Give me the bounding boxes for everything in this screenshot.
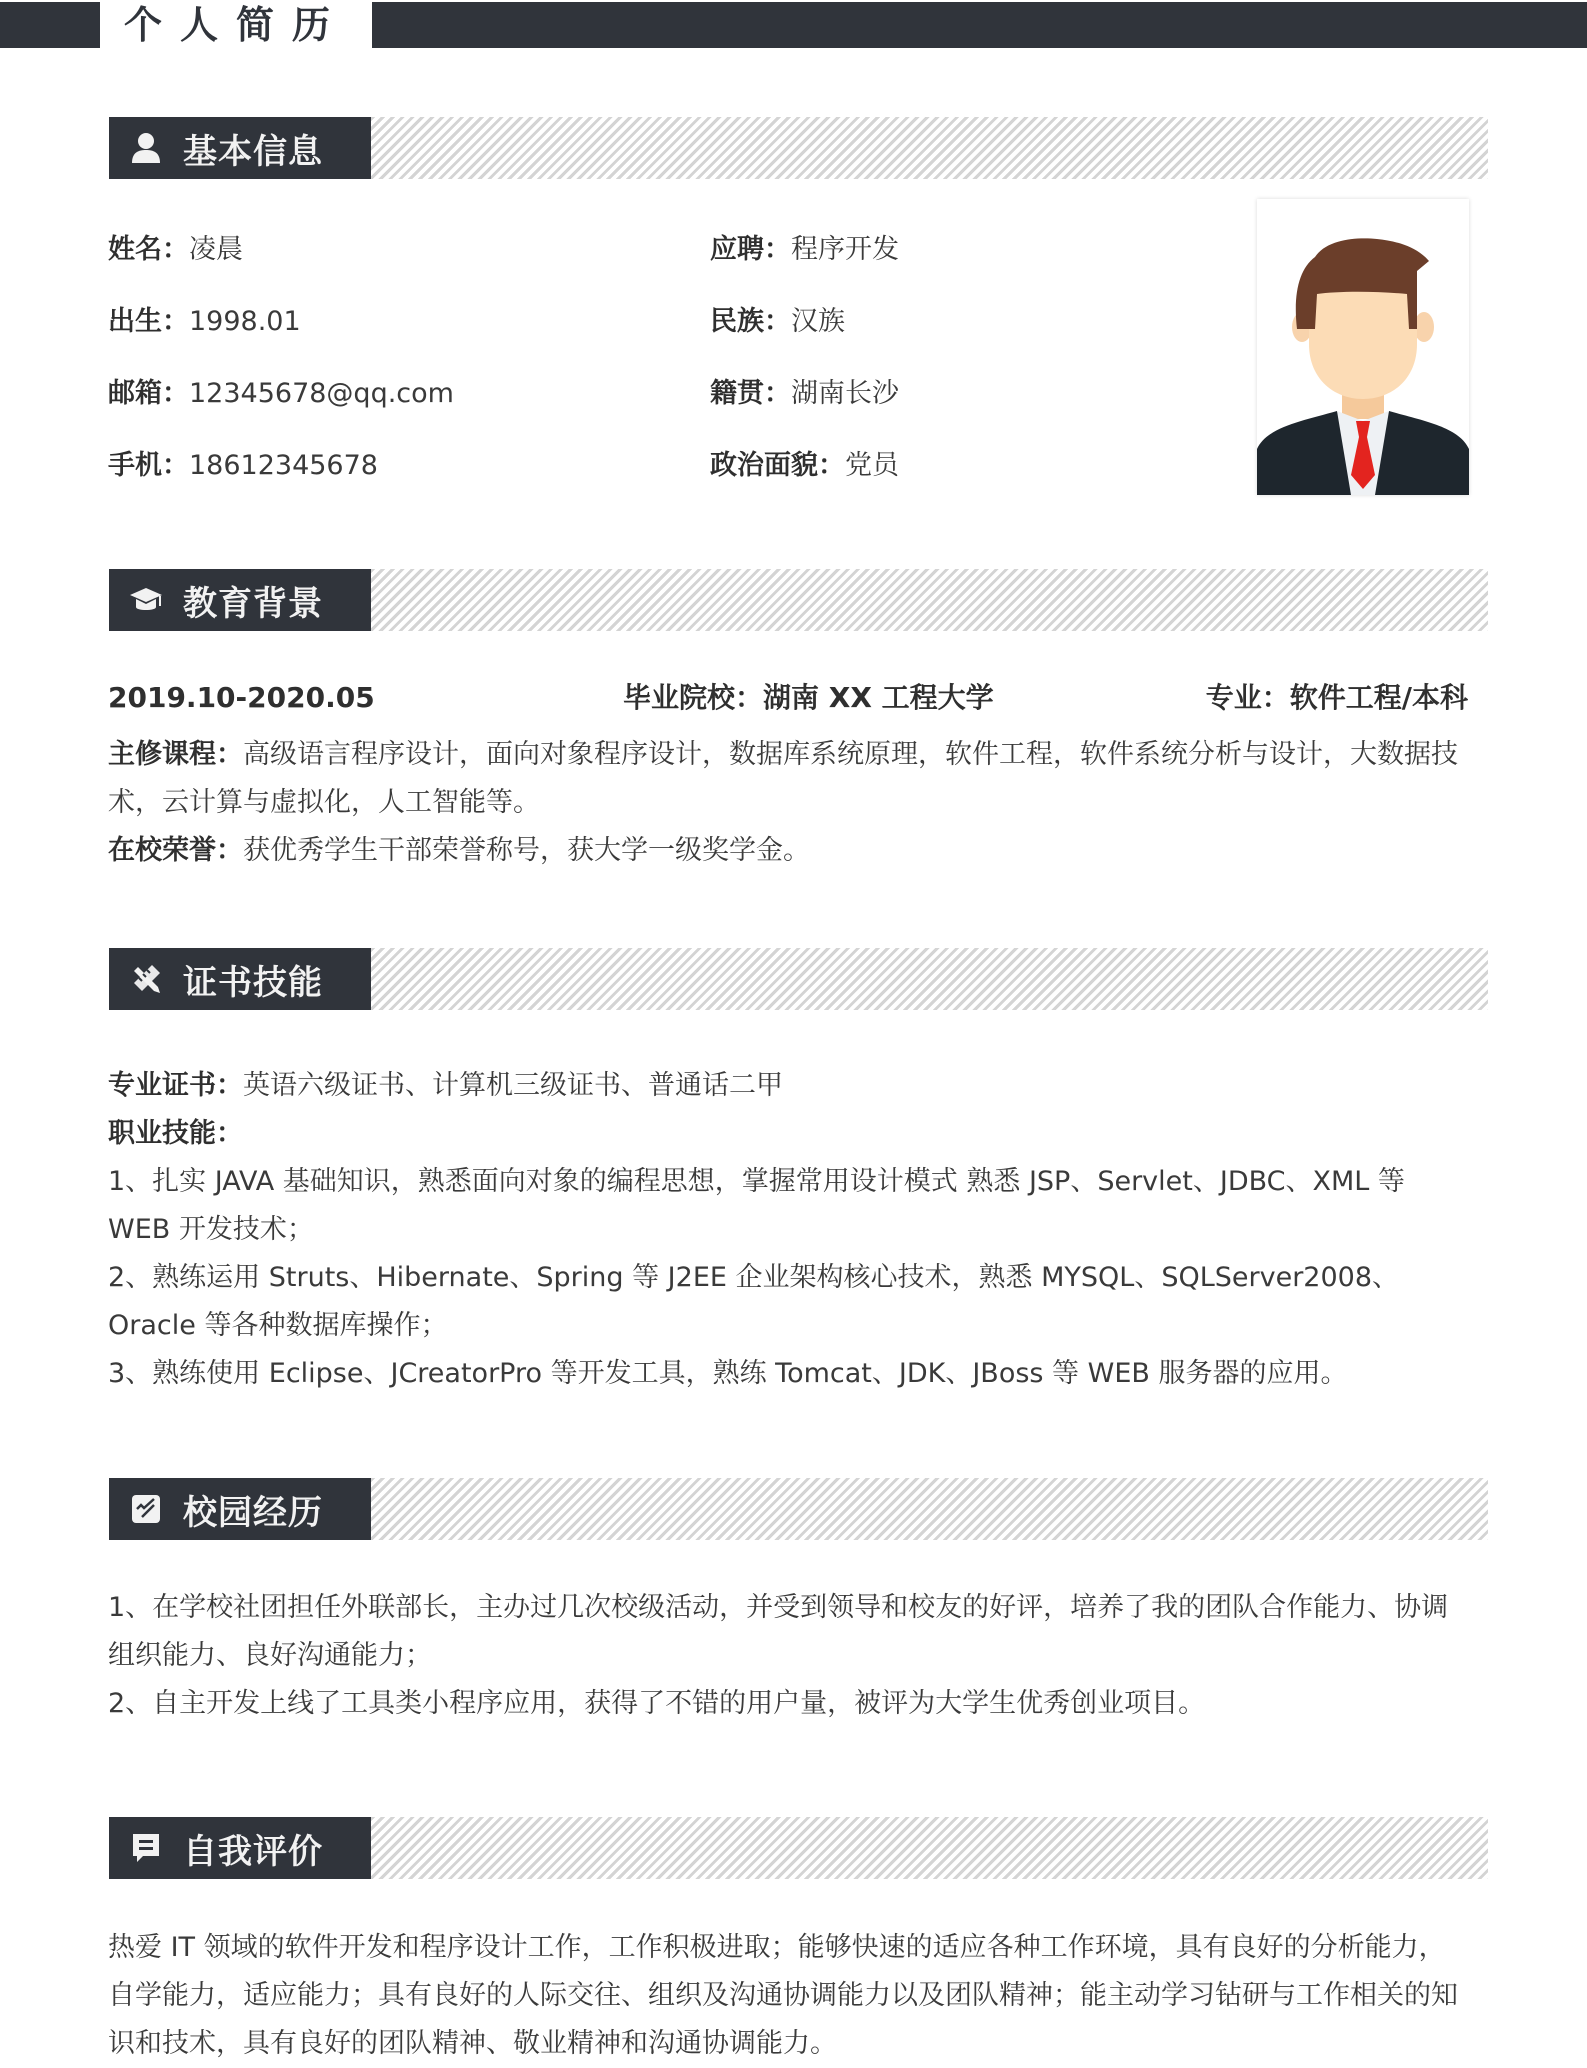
section-header-skills	[109, 948, 1488, 1010]
field-ethnicity: 民族：汉族	[710, 306, 845, 337]
section-title-block	[109, 948, 371, 1010]
field-hometown: 籍贯：湖南长沙	[710, 378, 899, 409]
header-bar-right	[372, 2, 1587, 48]
section-header-self	[109, 1817, 1488, 1879]
section-title-block	[109, 1478, 371, 1540]
graduation-cap-icon	[129, 583, 163, 617]
avatar-photo	[1257, 199, 1469, 495]
section-stripe	[371, 1817, 1488, 1879]
section-title: 证书技能	[183, 962, 323, 1003]
section-stripe	[371, 569, 1488, 631]
skill-item: 3、熟练使用 Eclipse、JCreatorPro 等开发工具，熟练 Tomcat、JDK、JBoss 等 WEB 服务器的应用。	[108, 1358, 1348, 1389]
section-title: 校园经历	[183, 1492, 323, 1533]
section-title-block	[109, 117, 371, 179]
education-summary-row	[108, 676, 1468, 720]
section-title: 基本信息	[183, 131, 323, 172]
education-school: 毕业院校：湖南 XX 工程大学	[623, 681, 994, 714]
section-title-block	[109, 1817, 371, 1879]
field-position: 应聘：程序开发	[710, 234, 899, 265]
self-evaluation-text: 热爱 IT 领域的软件开发和程序设计工作，工作积极进取；能够快速的适应各种工作环境，具有良好的分析能力，自学能力，适应能力；具有良好的人际交往、组织及沟通协调能力以及团队精神；能主动学习钻研与工作相关的知识和技术，具有良好的团队精神、敬业精神和沟通协调能力。	[108, 1932, 1458, 2059]
field-phone: 手机：18612345678	[108, 450, 378, 481]
section-header-basic	[109, 117, 1488, 179]
section-title: 自我评价	[183, 1831, 323, 1872]
education-courses: 主修课程：高级语言程序设计，面向对象程序设计，数据库系统原理，软件工程，软件系统分析与设计，大数据技术，云计算与虚拟化，人工智能等。	[108, 739, 1458, 818]
section-header-education	[109, 569, 1488, 631]
pencil-ruler-icon	[129, 962, 163, 996]
section-title: 教育背景	[183, 583, 323, 624]
certificates: 专业证书：英语六级证书、计算机三级证书、普通话二甲	[108, 1070, 783, 1101]
education-honors: 在校荣誉：获优秀学生干部荣誉称号，获大学一级奖学金。	[108, 835, 810, 866]
section-stripe	[371, 1478, 1488, 1540]
section-stripe	[371, 948, 1488, 1010]
page-title: 个人简历	[123, 3, 348, 47]
field-political-status: 政治面貌：党员	[710, 450, 899, 481]
skill-item: 1、扎实 JAVA 基础知识，熟悉面向对象的编程思想，掌握常用设计模式 熟悉 JSP、Servlet、JDBC、XML 等 WEB 开发技术；	[108, 1166, 1405, 1245]
header-bar-left	[0, 2, 100, 48]
skill-item: 2、熟练运用 Struts、Hibernate、Spring 等 J2EE 企业架构核心技术，熟悉 MYSQL、SQLServer2008、Oracle 等各种数据库操作；	[108, 1262, 1400, 1341]
education-major: 专业：软件工程/本科	[1205, 681, 1468, 714]
section-header-campus	[109, 1478, 1488, 1540]
field-email: 邮箱：12345678@qq.com	[108, 378, 454, 409]
section-stripe	[371, 117, 1488, 179]
field-birth: 出生：1998.01	[108, 306, 301, 337]
user-icon	[129, 131, 163, 165]
section-title-block	[109, 569, 371, 631]
comment-icon	[129, 1831, 163, 1865]
campus-item: 2、自主开发上线了工具类小程序应用，获得了不错的用户量，被评为大学生优秀创业项目。	[108, 1688, 1206, 1719]
edit-note-icon	[129, 1492, 163, 1526]
field-name: 姓名：凌晨	[108, 234, 243, 265]
skills-label: 职业技能：	[108, 1118, 243, 1149]
campus-item: 1、在学校社团担任外联部长，主办过几次校级活动，并受到领导和校友的好评，培养了我的团队合作能力、协调组织能力、良好沟通能力；	[108, 1592, 1449, 1671]
education-period: 2019.10-2020.05	[108, 681, 375, 714]
